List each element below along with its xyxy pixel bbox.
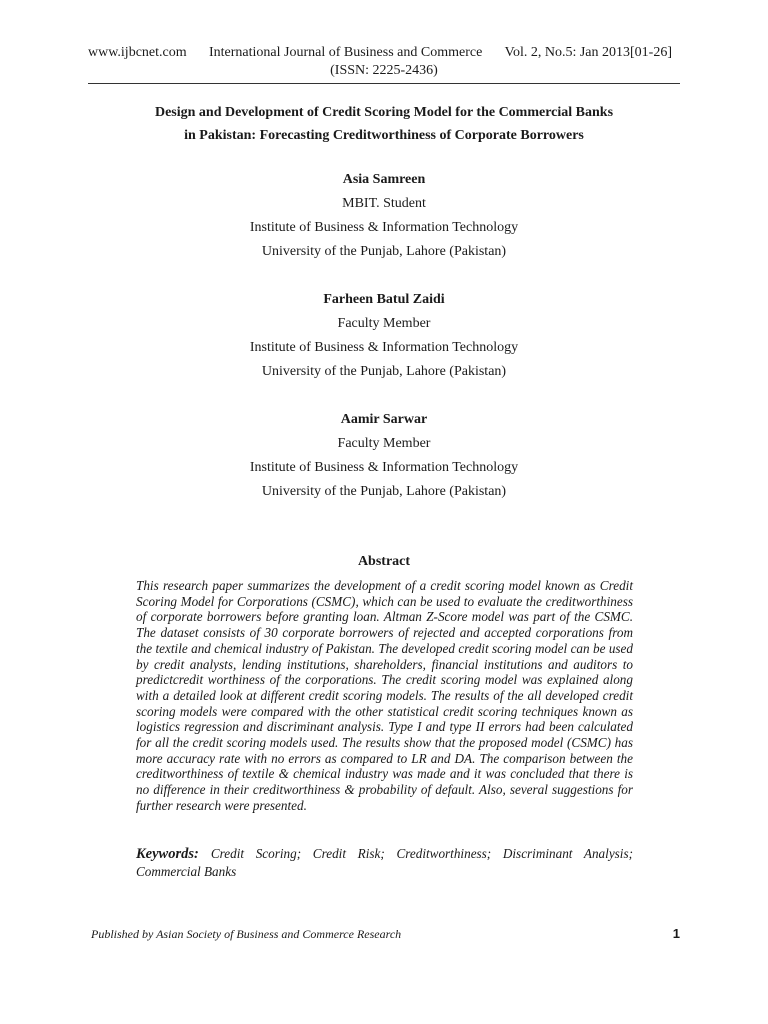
journal-name: International Journal of Business and Commerce <box>208 45 483 60</box>
abstract-text: This research paper summarizes the development of a credit scoring model known as Credit Scoring Model for Corporations (CSMC), which can be used to evaluate the creditworthiness of corporate borrowers before granting loan. Altman Z-Score model was part of the CSMC. The dataset consists of 30 corporate borrowers of rejected and accepted corporations from the textile and chemical industry of Pakistan. The developed credit scoring model can be used by credit analysts, lending institutions, shareholders, financial institutions and auditors to predictcredit worthiness of the corporations. The credit scoring model was explained along with a detailed look at different credit scoring models. The results of the all developed credit scoring models were compared with the other statistical credit scoring techniques known as logistics regression and discriminant analysis. Type I and type II errors had been calculated for all the credit scoring models used. The results show that the proposed model (CSMC) has more accuracy rate with no errors as compared to LR and DA. The comparison between the creditworthiness of textile & chemical industry was made and it was concluded that there is no difference in their creditworthiness & probability of default. Also, several suggestions for further research were presented. <box>136 578 633 813</box>
paper-title-line-2: in Pakistan: Forecasting Creditworthiness of Corporate Borrowers <box>184 128 584 143</box>
header-divider <box>88 83 680 84</box>
author-university: University of the Punjab, Lahore (Pakistan) <box>261 364 507 379</box>
author-institute: Institute of Business & Information Technology <box>249 460 519 475</box>
author-role: Faculty Member <box>337 316 431 331</box>
author-name: Farheen Batul Zaidi <box>323 292 445 307</box>
author-block <box>0 168 768 264</box>
publisher-note: Published by Asian Society of Business and Commerce Research <box>91 927 402 941</box>
author-institute: Institute of Business & Information Technology <box>249 220 519 235</box>
keywords-line <box>136 845 633 880</box>
journal-volume: Vol. 2, No.5: Jan 2013[01-26] <box>504 45 672 60</box>
running-header <box>88 45 672 61</box>
author-name: Aamir Sarwar <box>340 412 428 427</box>
abstract-heading: Abstract <box>357 554 411 569</box>
paper-title <box>100 101 668 147</box>
page-footer <box>91 926 680 942</box>
page-number: 1 <box>672 926 680 941</box>
journal-website: www.ijbcnet.com <box>88 45 187 60</box>
author-name: Asia Samreen <box>342 172 426 187</box>
paper-title-line-1: Design and Development of Credit Scoring Model for the Commercial Banks <box>154 105 614 120</box>
author-role: MBIT. Student <box>342 196 426 211</box>
author-institute: Institute of Business & Information Technology <box>249 340 519 355</box>
journal-issn: (ISSN: 2225-2436) <box>330 63 438 78</box>
author-role: Faculty Member <box>337 436 431 451</box>
author-university: University of the Punjab, Lahore (Pakistan) <box>261 484 507 499</box>
author-university: University of the Punjab, Lahore (Pakistan) <box>261 244 507 259</box>
keywords-label: Keywords: <box>136 846 211 862</box>
author-block <box>0 288 768 384</box>
author-block <box>0 408 768 504</box>
keywords-list: Credit Scoring; Credit Risk; Creditworthiness; Discriminant Analysis; Commercial Banks <box>136 846 633 879</box>
